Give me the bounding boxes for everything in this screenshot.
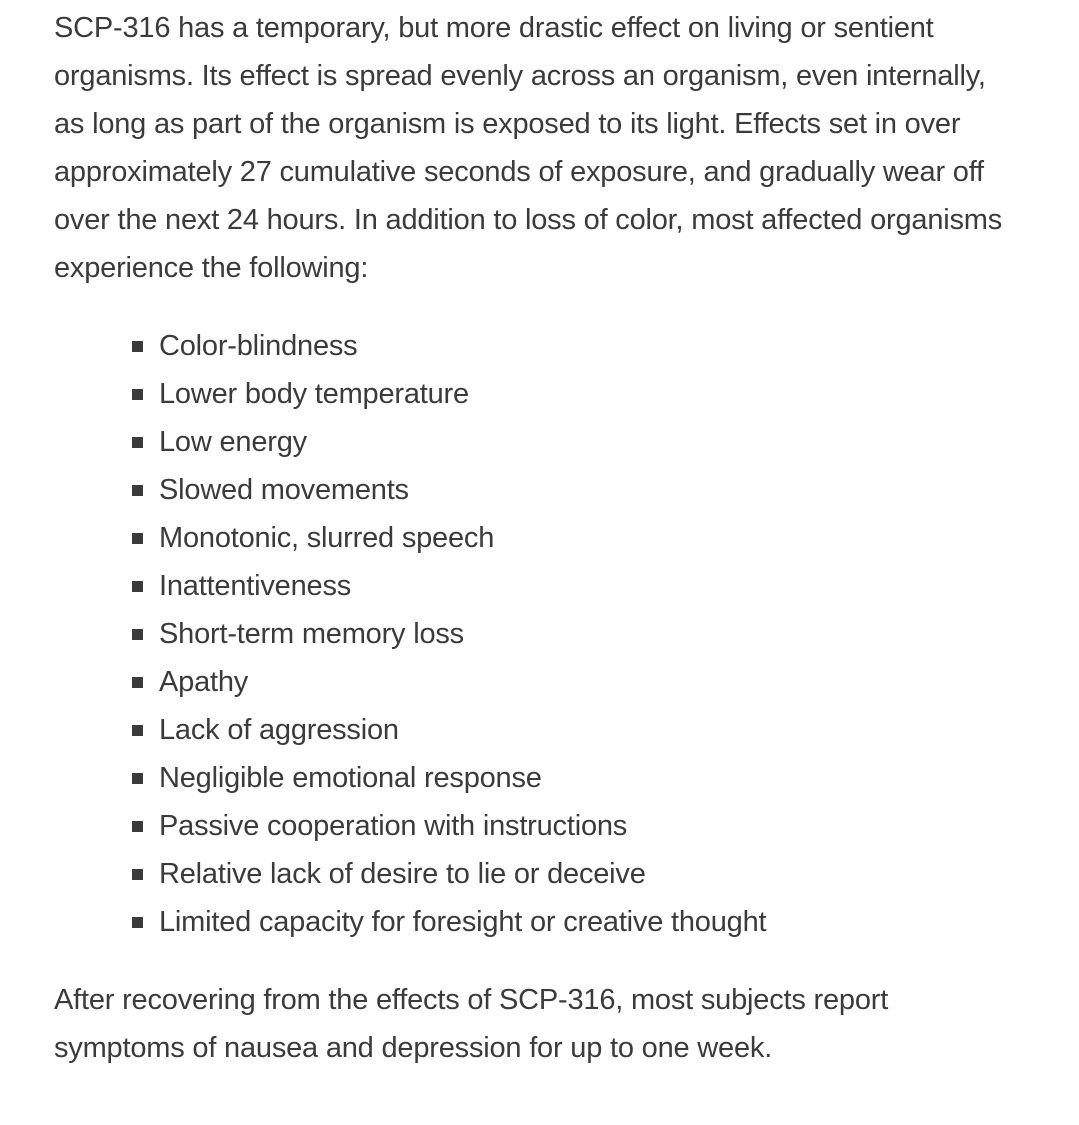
square-bullet-icon bbox=[132, 437, 143, 448]
list-item bbox=[132, 370, 1019, 418]
list-item bbox=[132, 658, 1019, 706]
list-item bbox=[132, 322, 1019, 370]
square-bullet-icon bbox=[132, 485, 143, 496]
list-item bbox=[132, 418, 1019, 466]
list-item-text: Lower body temperature bbox=[159, 378, 469, 410]
list-item bbox=[132, 754, 1019, 802]
square-bullet-icon bbox=[132, 389, 143, 400]
list-item-text: Low energy bbox=[159, 426, 307, 458]
list-item bbox=[132, 850, 1019, 898]
list-item-text: Negligible emotional response bbox=[159, 762, 542, 794]
list-item-text: Color-blindness bbox=[159, 330, 358, 362]
list-item bbox=[132, 466, 1019, 514]
list-item-text: Inattentiveness bbox=[159, 570, 352, 602]
square-bullet-icon bbox=[132, 869, 143, 880]
square-bullet-icon bbox=[132, 581, 143, 592]
square-bullet-icon bbox=[132, 773, 143, 784]
list-item bbox=[132, 898, 1019, 946]
square-bullet-icon bbox=[132, 629, 143, 640]
closing-paragraph: After recovering from the effects of SCP-316, most subjects report symptoms of nausea and depression for up to one week. bbox=[54, 984, 889, 1064]
list-item-text: Monotonic, slurred speech bbox=[159, 522, 495, 554]
list-item bbox=[132, 802, 1019, 850]
square-bullet-icon bbox=[132, 725, 143, 736]
list-item-text: Slowed movements bbox=[159, 474, 409, 506]
intro-paragraph: SCP-316 has a temporary, but more drastic effect on living or sentient organisms. Its effect is spread evenly across an organism, even internally, as long as part of the organism is exposed to its light. Effects set in over approximately 27 cumulative seconds of exposure, and gradually wear off over the next 24 hours. In addition to loss of color, most affected organisms experience the following: bbox=[54, 12, 1003, 284]
list-item bbox=[132, 706, 1019, 754]
square-bullet-icon bbox=[132, 821, 143, 832]
list-item-text: Short-term memory loss bbox=[159, 618, 464, 650]
square-bullet-icon bbox=[132, 533, 143, 544]
list-item-text: Passive cooperation with instructions bbox=[159, 810, 628, 842]
square-bullet-icon bbox=[132, 677, 143, 688]
square-bullet-icon bbox=[132, 341, 143, 352]
list-item-text: Apathy bbox=[159, 666, 249, 698]
list-item-text: Relative lack of desire to lie or deceive bbox=[159, 858, 646, 890]
list-item bbox=[132, 610, 1019, 658]
effects-list bbox=[54, 322, 1019, 946]
list-item-text: Limited capacity for foresight or creative thought bbox=[159, 906, 767, 938]
list-item bbox=[132, 514, 1019, 562]
square-bullet-icon bbox=[132, 917, 143, 928]
list-item-text: Lack of aggression bbox=[159, 714, 399, 746]
list-item bbox=[132, 562, 1019, 610]
